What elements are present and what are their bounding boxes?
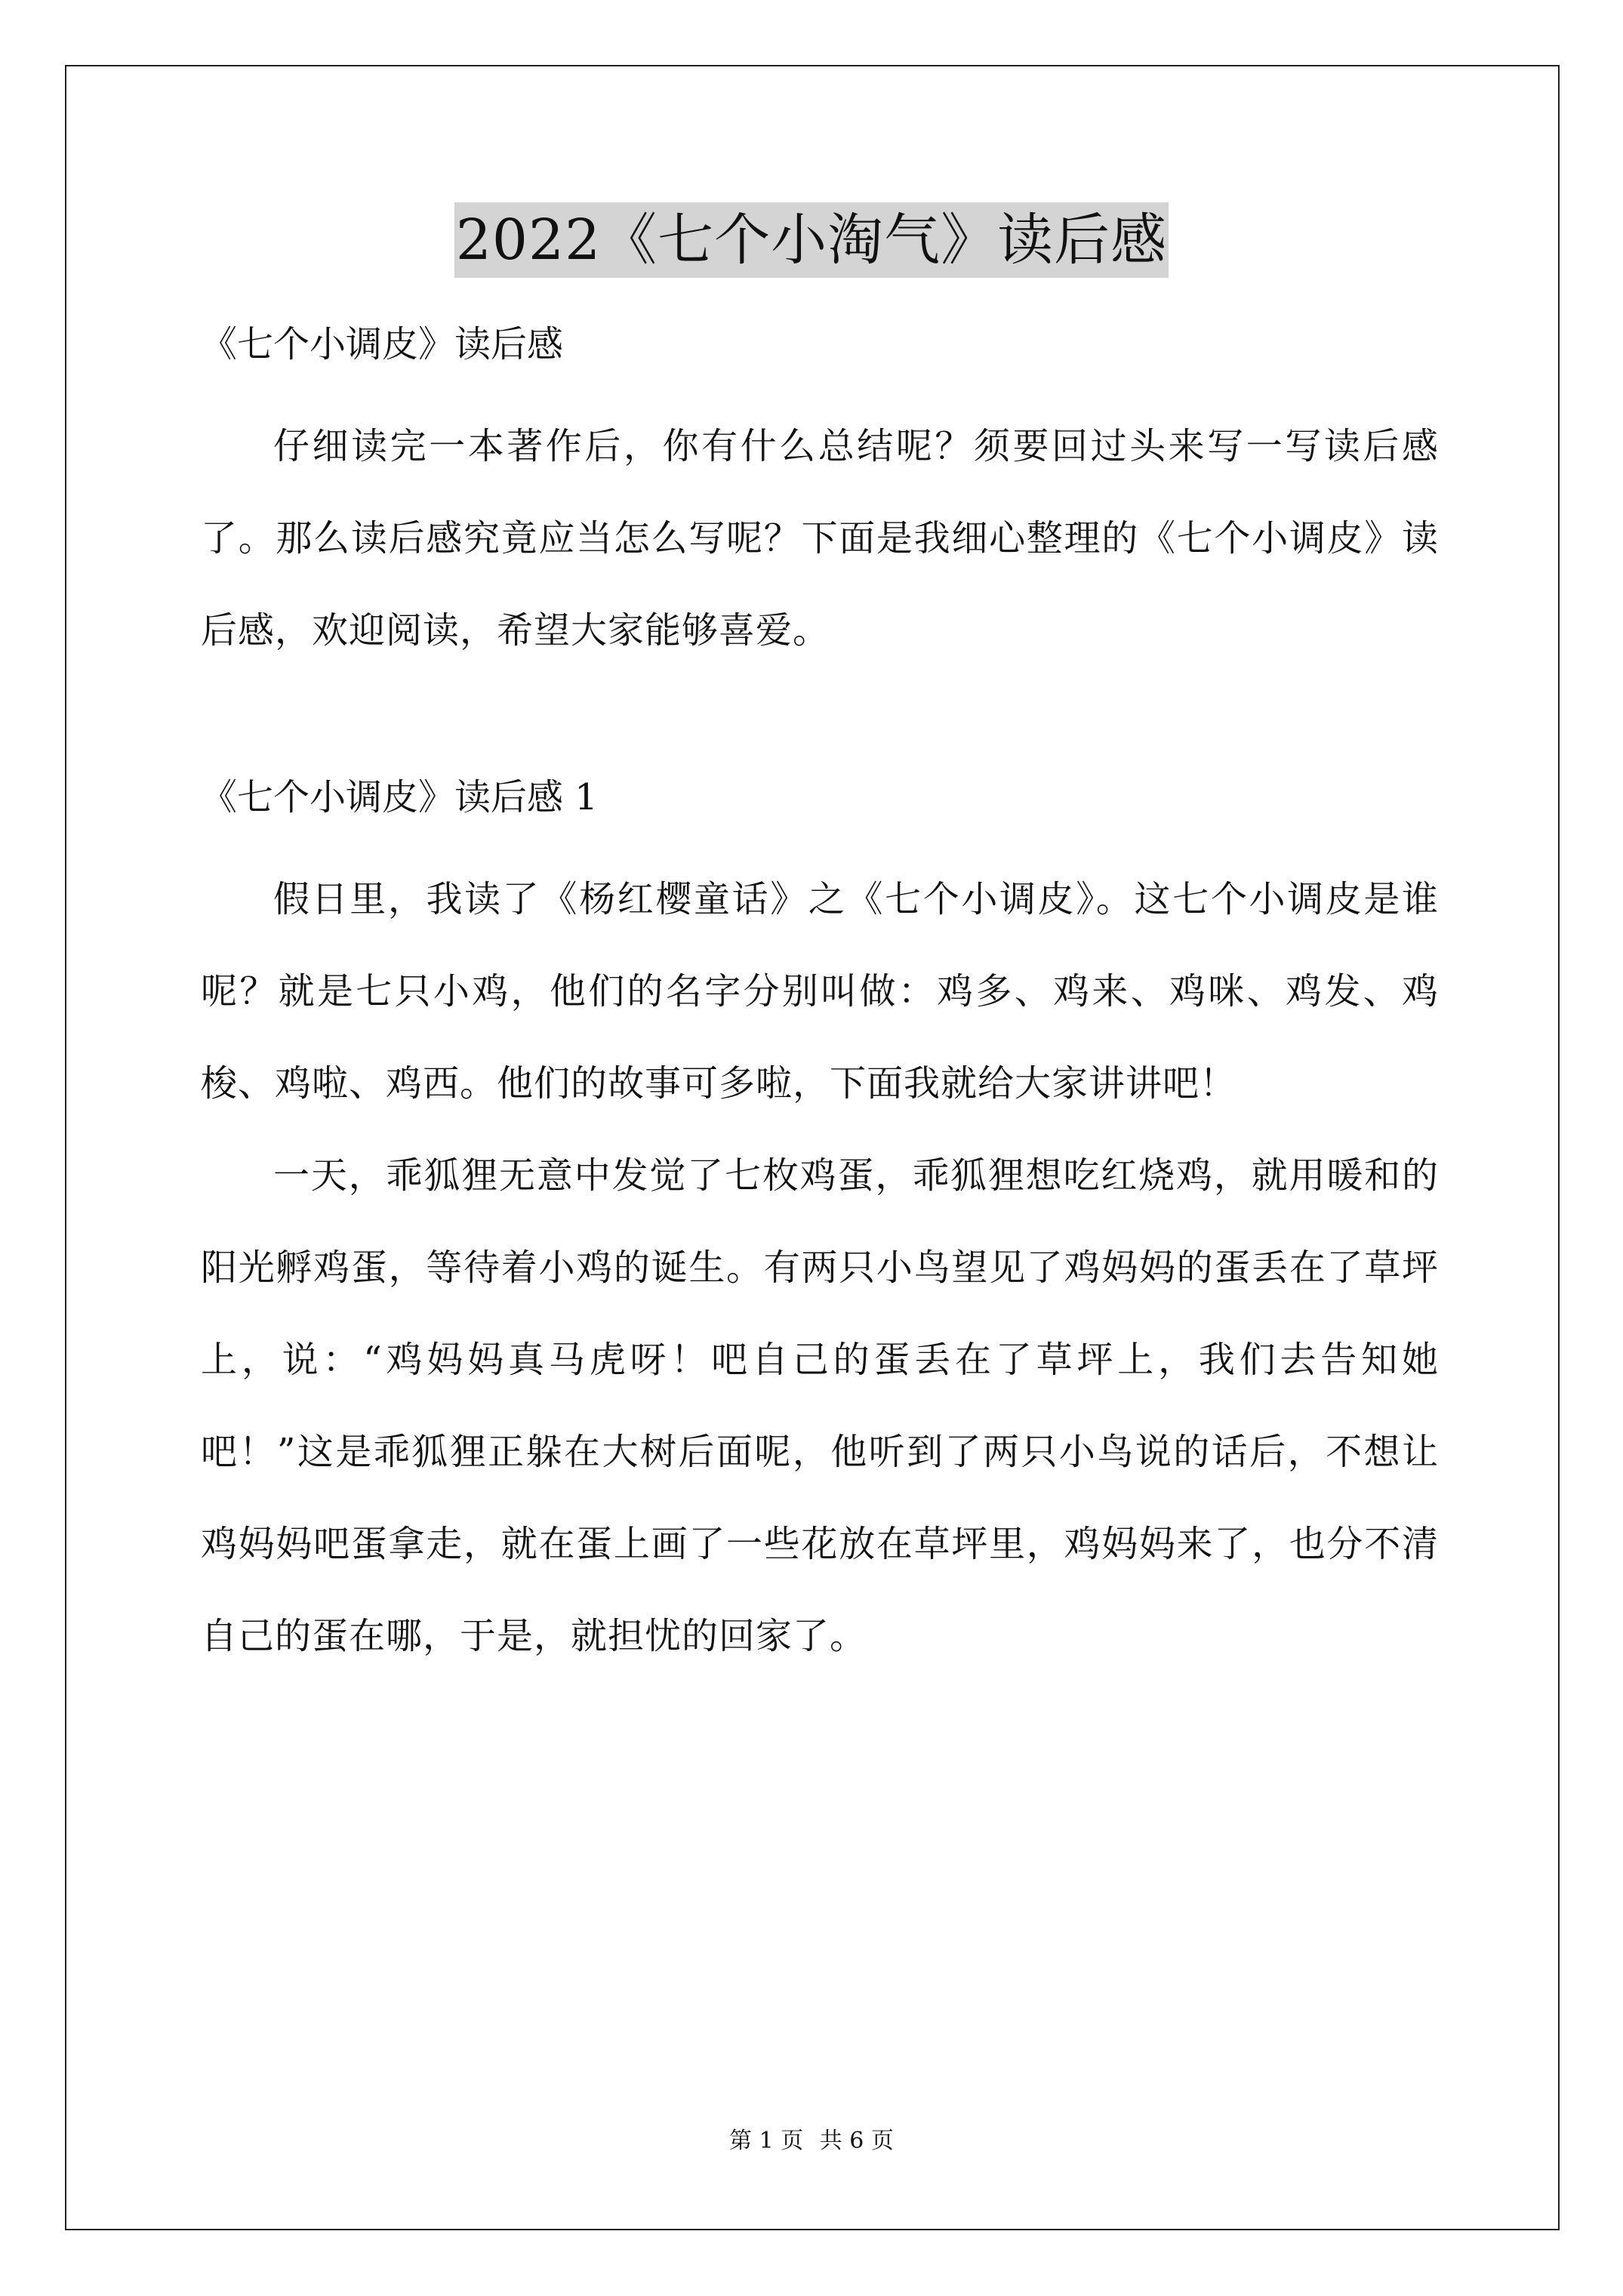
spacer	[201, 840, 1439, 853]
page-number: 第 1 页	[729, 2128, 804, 2154]
spacer	[201, 387, 1439, 400]
page-total: 共 6 页	[819, 2128, 894, 2154]
document-title: 2022《七个小淘气》读后感	[454, 202, 1169, 278]
intro-paragraph: 仔细读完一本著作后，你有什么总结呢？须要回过头来写一写读后感了。那么读后感究竟应当怎么写呢？下面是我细心整理的《七个小调皮》读后感，欢迎阅读，希望大家能够喜爱。	[201, 425, 1439, 652]
section1-heading: 《七个小调皮》读后感 1	[201, 776, 598, 818]
section1-paragraph-1: 假日里，我读了《杨红樱童话》之《七个小调皮》。这七个小调皮是谁呢？就是七只小鸡，他们的名字分别叫做：鸡多、鸡来、鸡咪、鸡发、鸡梭、鸡啦、鸡西。他们的故事可多啦，下面我就给大家讲讲吧！	[201, 878, 1439, 1105]
intro-heading: 《七个小调皮》读后感	[201, 323, 564, 365]
document-body	[201, 302, 1439, 1682]
spacer	[201, 676, 1439, 755]
section1-paragraph-2: 一天，乖狐狸无意中发觉了七枚鸡蛋，乖狐狸想吃红烧鸡，就用暖和的阳光孵鸡蛋，等待着小鸡的诞生。有两只小鸟望见了鸡妈妈的蛋丢在了草坪上，说：“鸡妈妈真马虎呀！吧自己的蛋丢在了草坪上，我们去告知她吧！”这是乖狐狸正躲在大树后面呢，他听到了两只小鸟说的话后，不想让鸡妈妈吧蛋拿走，就在蛋上画了一些花放在草坪里，鸡妈妈来了，也分不清自己的蛋在哪，于是，就担忧的回家了。	[201, 1154, 1439, 1657]
title-container	[0, 202, 1623, 278]
page-footer	[0, 2126, 1623, 2156]
